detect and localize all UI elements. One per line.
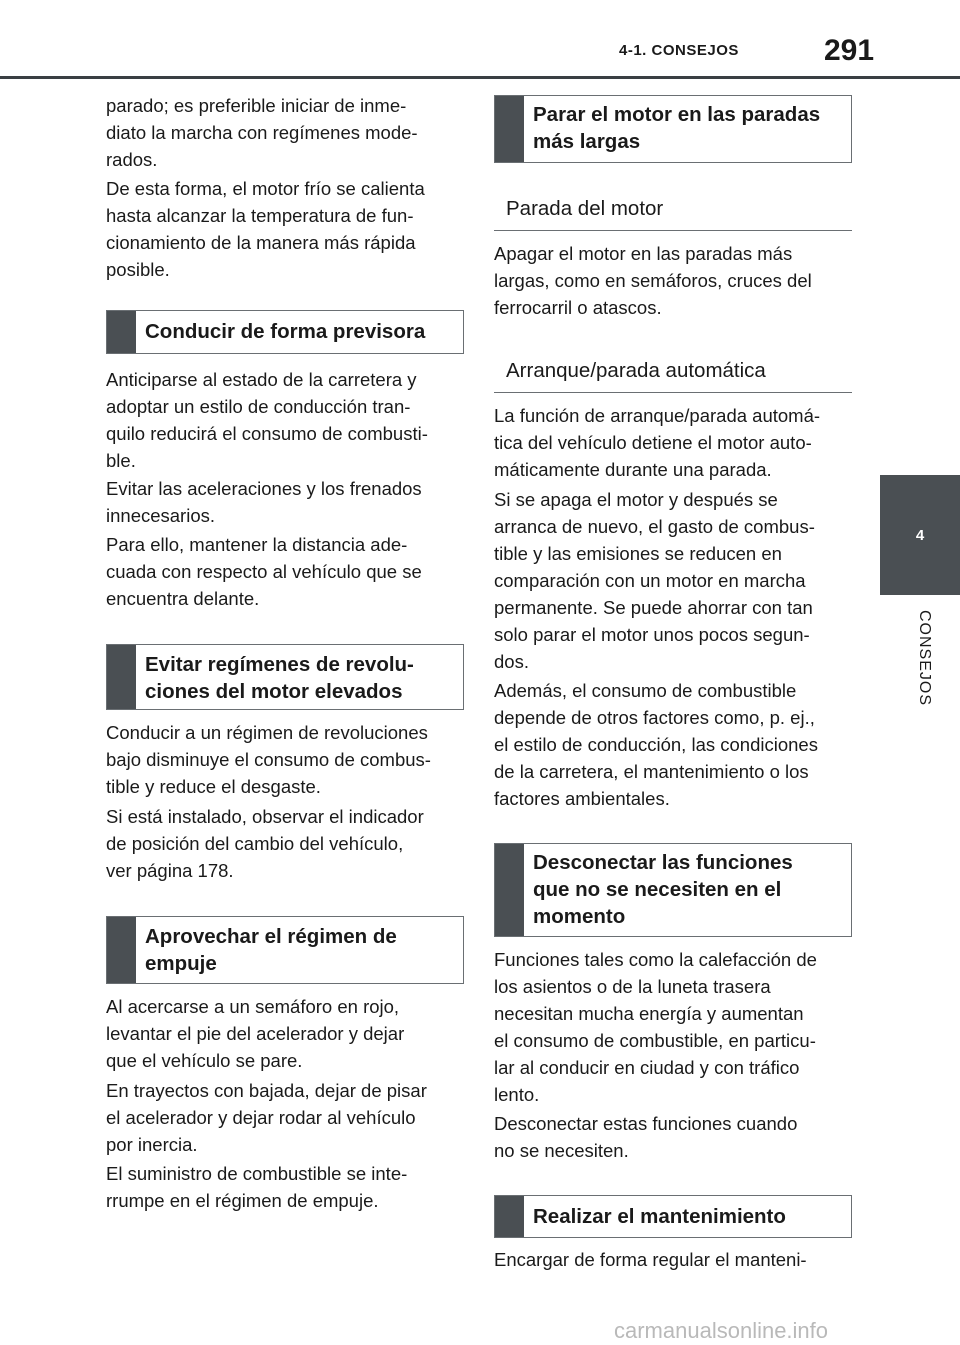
section-heading	[494, 1195, 852, 1238]
chapter-label: CONSEJOS	[916, 610, 933, 707]
heading-bar	[107, 917, 136, 983]
heading-bar	[495, 1196, 524, 1237]
paragraph: De esta forma, el motor frío se calienta hasta alcanzar la temperatura de fun- cionamiento de la manera más rápida posible.	[106, 178, 425, 280]
section-heading	[106, 644, 464, 710]
paragraph: Encargar de forma regular el manteni-	[494, 1249, 807, 1270]
paragraph: En trayectos con bajada, dejar de pisar el acelerador y dejar rodar al vehículo por inercia.	[106, 1080, 427, 1155]
paragraph: Desconectar estas funciones cuando no se necesiten.	[494, 1113, 798, 1161]
section-title: 4-1. CONSEJOS	[619, 42, 739, 59]
subheading	[494, 350, 852, 393]
paragraph: Funciones tales como la calefacción de los asientos o de la luneta trasera necesitan mucha energía y aumentan el consumo de combustible, en particu- lar al conducir en ciudad y con tráfico lento.	[494, 949, 817, 1105]
heading-text: Desconectar las funciones que no se necesiten en el momento	[533, 851, 793, 928]
page-number: 291	[824, 34, 875, 67]
paragraph: Además, el consumo de combustible depende de otros factores como, p. ej., el estilo de conducción, las condiciones de la carretera, el mantenimiento o los factores ambientales.	[494, 680, 818, 809]
subheading-text: Arranque/parada automática	[506, 359, 766, 382]
paragraph: parado; es preferible iniciar de inme- diato la marcha con regímenes mode- rados.	[106, 95, 418, 170]
paragraph: Apagar el motor en las paradas más largas, como en semáforos, cruces del ferrocarril o atascos.	[494, 243, 812, 318]
heading-bar	[495, 96, 524, 162]
chapter-tab[interactable]	[880, 475, 960, 595]
heading-text: Parar el motor en las paradas más largas	[533, 103, 821, 153]
heading-text: Aprovechar el régimen de empuje	[145, 925, 397, 975]
heading-bar	[495, 844, 524, 936]
paragraph: Conducir a un régimen de revoluciones bajo disminuye el consumo de combus- tible y reduce el desgaste.	[106, 722, 431, 797]
heading-text: Evitar regímenes de revolu- ciones del motor elevados	[145, 653, 414, 703]
chapter-number: 4	[915, 526, 925, 544]
paragraph: Anticiparse al estado de la carretera y adoptar un estilo de conducción tran- quilo reducirá el consumo de combusti- ble.	[106, 369, 428, 471]
section-heading	[494, 95, 852, 163]
watermark: carmanualsonline.info	[614, 1318, 829, 1343]
heading-text: Conducir de forma previsora	[145, 320, 426, 343]
paragraph: El suministro de combustible se inte- rrumpe en el régimen de empuje.	[106, 1163, 408, 1211]
heading-bar	[107, 645, 136, 709]
paragraph: Si se apaga el motor y después se arranca de nuevo, el gasto de combus- tible y las emisiones se reducen en comparación con un motor en marcha permanente. Se puede ahorrar con tan solo parar el motor unos pocos segun- dos.	[494, 489, 815, 672]
section-heading	[106, 310, 464, 354]
paragraph: La función de arranque/parada automá- tica del vehículo detiene el motor auto- máticamente durante una parada.	[494, 405, 821, 480]
paragraph: Si está instalado, observar el indicador de posición del cambio del vehículo, ver página 178.	[106, 806, 424, 881]
section-heading	[494, 843, 852, 937]
header-rule	[0, 76, 960, 79]
paragraph: Al acercarse a un semáforo en rojo, levantar el pie del acelerador y dejar que el vehículo se pare.	[106, 996, 405, 1071]
subheading	[494, 188, 852, 231]
page-header	[0, 0, 960, 80]
heading-bar	[107, 311, 136, 353]
paragraph: Evitar las aceleraciones y los frenados innecesarios.	[106, 478, 422, 526]
paragraph: Para ello, mantener la distancia ade- cuada con respecto al vehículo que se encuentra delante.	[106, 534, 422, 609]
section-heading	[106, 916, 464, 984]
subheading-text: Parada del motor	[506, 197, 664, 220]
heading-text: Realizar el mantenimiento	[533, 1205, 786, 1228]
